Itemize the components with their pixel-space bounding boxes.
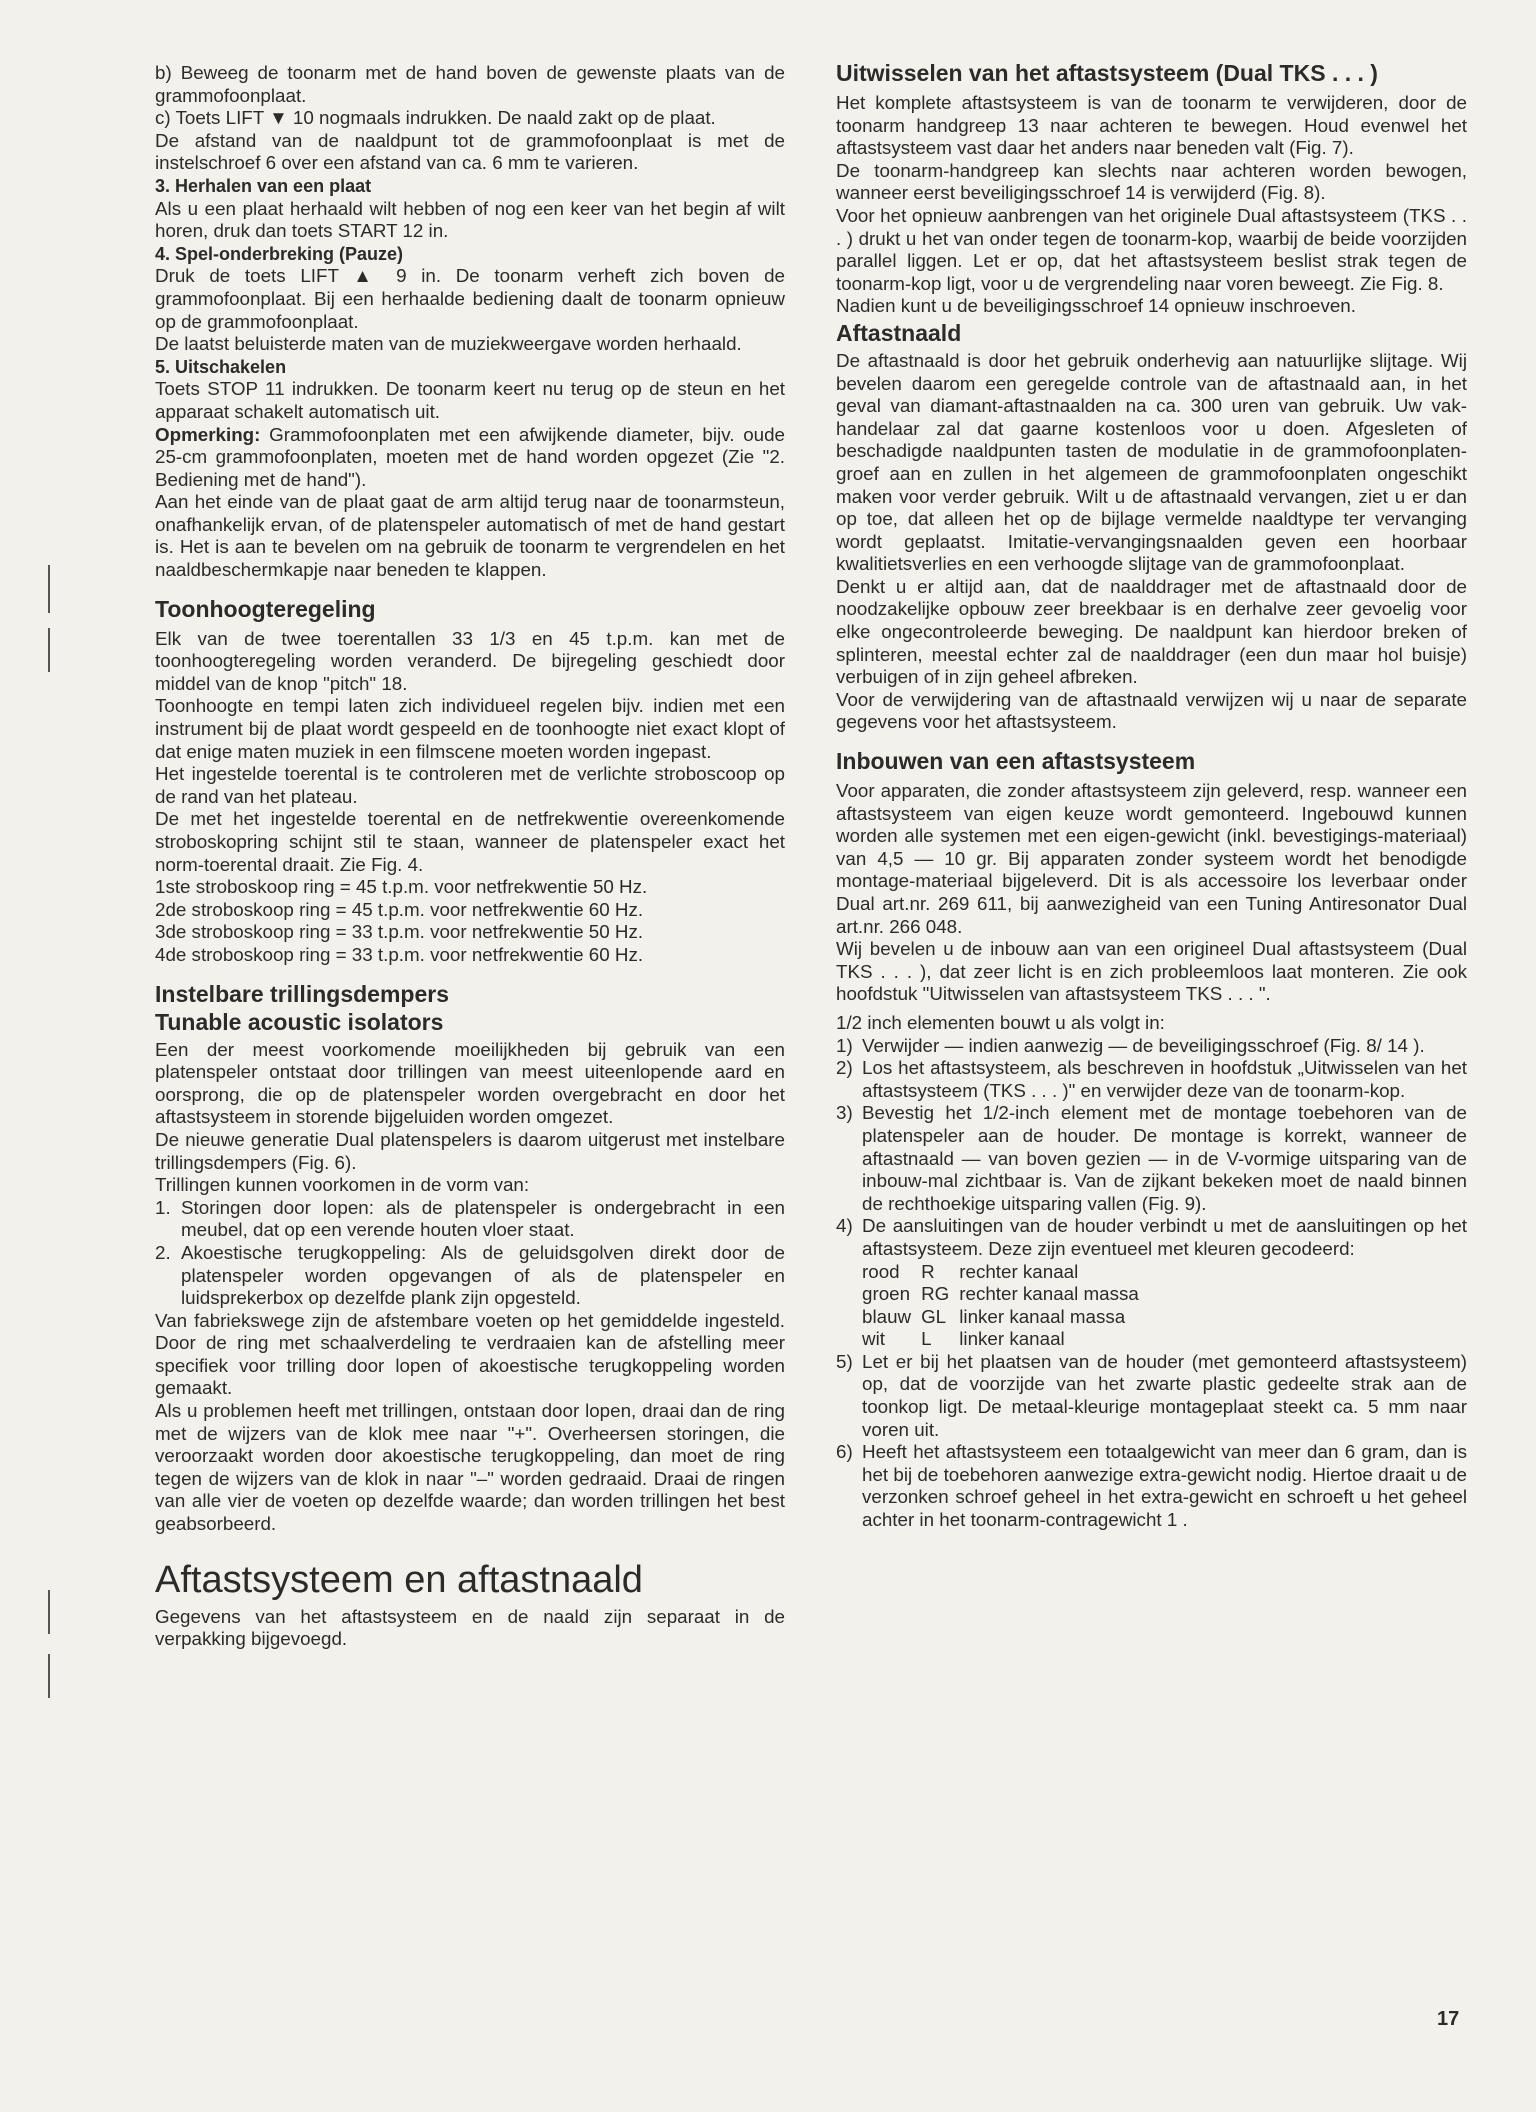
paragraph: Voor de verwijdering van de aftastnaald verwijzen wij u naar de separate gegevens voor het aftastsysteem.	[836, 688, 1467, 733]
list-item	[155, 1242, 785, 1310]
paragraph: Denkt u er altijd aan, dat de naalddrager met de aftastnaald door de noodzakelijke opbouw zeer breekbaar is en derhalve zeer gevoelig voor elke ongecontroleerde beweging. De naaldpunt kan hierdoor breken of splinteren, meestal echter zal de naalddrager (een dun maar hol buisje) verbuigen of in zijn geheel afbreken.	[836, 575, 1467, 688]
step-item	[836, 1351, 1467, 1441]
paragraph: Nadien kunt u de beveiligingsschroef 14 opnieuw inschroeven.	[836, 295, 1356, 317]
subheading: 3. Herhalen van een plaat	[155, 175, 372, 196]
heading-toonhoogteregeling: Toonhoogteregeling	[155, 595, 376, 622]
step-text: Verwijder — indien aanwezig — de beveiligingsschroef (Fig. 8/ 14 ).	[862, 1034, 1425, 1056]
note-text: Grammofoonplaten met een afwijkende diameter, bijv. oude 25-cm grammofoonplaten, moeten met de hand worden opgezet (Zie "2. Bediening met de hand").	[155, 423, 785, 490]
paragraph: Een der meest voorkomende moeilijkheden bij gebruik van een platenspeler ontstaat door trillingen van meest uiteenlopende aard en oorsprong, die op de platenspeler worden overgebracht en door het aftastsysteem in storende bijgeluiden worden omgezet.	[155, 1038, 785, 1128]
list-item	[155, 1197, 785, 1242]
step-item	[836, 1215, 1467, 1260]
step-item	[836, 1102, 1467, 1215]
list-text: Storingen door lopen: als de platenspeler is ondergebracht in een meubel, dat op een verende houten vloer staat.	[181, 1196, 785, 1241]
step-number: 3)	[836, 1102, 853, 1124]
strobe-line: 1ste stroboskoop ring = 45 t.p.m. voor netfrekwentie 50 Hz.	[155, 876, 648, 898]
heading-aftastnaald: Aftastnaald	[836, 319, 962, 346]
table-cell: R	[921, 1260, 935, 1282]
paragraph: c) Toets LIFT ▼ 10 nogmaals indrukken. De naald zakt op de plaat.	[155, 107, 716, 129]
step-number: 2)	[836, 1057, 853, 1079]
paragraph: De toonarm-handgreep kan slechts naar achteren worden bewogen, wanneer eerst beveiligingsschroef 14 is verwijderd (Fig. 8).	[836, 159, 1467, 204]
table-row	[862, 1328, 1149, 1351]
step-number: 4)	[836, 1215, 853, 1237]
strobe-line: 2de stroboskoop ring = 45 t.p.m. voor netfrekwentie 60 Hz.	[155, 898, 644, 920]
paragraph: Voor het opnieuw aanbrengen van het originele Dual aftastsysteem (TKS . . . ) drukt u het van onder tegen de toonarm-kop, waarbij de beide voorzijden parallel liggen. Let er op, dat het aftastsysteem beslist strak tegen de toonarm-kop ligt, voor u de vergrendeling naar voren beweegt. Zie Fig. 8.	[836, 204, 1467, 294]
table-row	[862, 1261, 1149, 1284]
paragraph: Wij bevelen u de inbouw aan van een origineel Dual aftastsysteem (Dual TKS . . . ), dat zeer licht is en zich probleemloos laat monteren. Zie ook hoofdstuk "Uitwisselen van aftastsysteem TKS . . . ".	[836, 938, 1467, 1005]
step-number: 1)	[836, 1034, 853, 1056]
step-number: 6)	[836, 1441, 853, 1463]
table-cell: groen	[862, 1283, 911, 1305]
paragraph: Druk de toets LIFT ▲ 9 in. De toonarm verheft zich boven de grammofoonplaat. Bij een herhaalde bediening daalt de toonarm opnieuw op de grammofoonplaat.	[155, 265, 785, 332]
paragraph: Elk van de twee toerentallen 33 1/3 en 45 t.p.m. kan met de toonhoogteregeling worden veranderd. De bijregeling geschiedt door middel van de knop "pitch" 18.	[155, 627, 785, 694]
table-row	[862, 1283, 1149, 1306]
color-code-table	[862, 1261, 1149, 1351]
right-column	[836, 62, 1467, 1532]
table-row	[862, 1306, 1149, 1329]
table-cell: wit	[862, 1328, 885, 1350]
paragraph: 1/2 inch elementen bouwt u als volgt in:	[836, 1011, 1165, 1033]
step-item	[836, 1057, 1467, 1102]
paragraph: De aftastnaald is door het gebruik onderhevig aan natuurlijke slijtage. Wij bevelen daarom een geregelde controle van de aftastnaald aan, in het geval van diamant-aftastnaalden na ca. 300 uren van gebruik. Uw vak-handelaar zal dat gaarne kostenloos voor u doen. Afgesleten of beschadigde naaldpunten tasten de modulatie in de grammofoonplaten-groef aan en zullen in het algemeen de grammofoonplaten ongeschikt maken voor verder gebruik. Wilt u de aftastnaald vervangen, ziet u er dan op toe, dat alleen het op de bijlage vermelde naaldtype ter vervanging wordt geplaatst. Imitatie-vervangingsnaalden geven een hoorbaar kwalitietsverlies en een verhoogde slijtage van de grammofoonplaat.	[836, 349, 1467, 575]
note-paragraph	[155, 424, 785, 492]
table-cell: rechter kanaal	[959, 1260, 1079, 1282]
left-column	[155, 62, 785, 1651]
heading-inbouwen: Inbouwen van een aftastsysteem	[836, 748, 1196, 775]
paragraph: Van fabriekswege zijn de afstembare voeten op het gemiddelde ingesteld. Door de ring met schaalverdeling te verdraaien kan de afstelling meer specifiek voor trilling door lopen of akoestische terugkoppeling worden gemaakt.	[155, 1309, 785, 1399]
paragraph: De met het ingestelde toerental en de netfrekwentie overeenkomende stroboskopring schijnt stil te staan, wanneer de platenspeler exact het norm-toerental draait. Zie Fig. 4.	[155, 808, 785, 875]
step-number: 5)	[836, 1350, 853, 1372]
paragraph: Voor apparaten, die zonder aftastsysteem zijn geleverd, resp. wanneer een aftastsysteem van eigen keuze wordt gemonteerd. Ingebouwd kunnen worden alle systemen met een eigen-gewicht (inkl. bevestigings-materiaal) van 4,5 — 10 gr. Bij apparaten zonder systeem wordt het benodigde montage-materiaal bijgeleverd. Dit is als accessoire los leverbaar onder Dual art.nr. 269 611, bij aanwezigheid van een Tuning Antiresonator Dual art.nr. 266 048.	[836, 780, 1467, 937]
change-bar	[48, 565, 50, 613]
paragraph: Trillingen kunnen voorkomen in de vorm van:	[155, 1174, 530, 1196]
paragraph: Aan het einde van de plaat gaat de arm altijd terug naar de toonarmsteun, onafhankelijk ervan, of de platenspeler automatisch of met de hand gestart is. Het is aan te bevelen om na gebruik de toonarm te vergrendelen en het naaldbeschermkapje naar beneden te klappen.	[155, 491, 785, 581]
paragraph: Toets STOP 11 indrukken. De toonarm keert nu terug op de steun en het apparaat schakelt automatisch uit.	[155, 378, 785, 422]
table-cell: linker kanaal	[959, 1328, 1065, 1350]
change-bar	[48, 628, 50, 672]
change-bar	[48, 1654, 50, 1698]
page-number: 17	[1437, 2008, 1460, 2030]
strobe-line: 3de stroboskoop ring = 33 t.p.m. voor netfrekwentie 50 Hz.	[155, 921, 644, 943]
paragraph: Het komplete aftastsysteem is van de toonarm te verwijderen, door de toonarm handgreep 13 naar achteren te bewegen. Houd evenwel het aftastsysteem vast daar het anders naar beneden valt (Fig. 7).	[836, 92, 1467, 159]
table-cell: linker kanaal massa	[959, 1305, 1126, 1327]
paragraph: b) Beweeg de toonarm met de hand boven de gewenste plaats van de grammofoonplaat.	[155, 62, 785, 106]
paragraph: Als u problemen heeft met trillingen, ontstaan door lopen, draai dan de ring met de wijzers van de klok mee naar "+". Overheersen storingen, die veroorzaakt worden door akoestische terugkoppeling, dan moet de ring tegen de wijzers van de klok in naar "–" worden gedraaid. Draai de ringen van alle vier de voeten op dezelfde waarde; dan worden trillingen het best geabsorbeerd.	[155, 1400, 785, 1535]
paragraph: Als u een plaat herhaald wilt hebben of nog een keer van het begin af wilt horen, druk dan toets START 12 in.	[155, 197, 785, 242]
table-cell: GL	[921, 1305, 947, 1327]
table-cell: rood	[862, 1260, 900, 1282]
strobe-line: 4de stroboskoop ring = 33 t.p.m. voor netfrekwentie 60 Hz.	[155, 943, 644, 965]
paragraph: De nieuwe generatie Dual platenspelers is daarom uitgerust met instelbare trillingsdempers (Fig. 6).	[155, 1128, 785, 1173]
step-text: De aansluitingen van de houder verbindt u met de aansluitingen op het aftastsysteem. Deze zijn eventueel met kleuren gecodeerd:	[862, 1215, 1467, 1259]
table-cell: L	[921, 1328, 932, 1350]
heading-aftastsysteem: Aftastsysteem en aftastnaald	[155, 1558, 643, 1601]
step-item	[836, 1441, 1467, 1531]
subheading: 5. Uitschakelen	[155, 356, 287, 377]
subheading: 4. Spel-onderbreking (Pauze)	[155, 243, 404, 264]
step-text: Let er bij het plaatsen van de houder (met gemonteerd aftastsysteem) op, dat de voorzijde van het zwarte plastic gedeelte strak aan de toonkop ligt. De metaal-kleurige montageplaat steekt ca. 5 mm naar voren uit.	[862, 1350, 1467, 1440]
list-number: 2.	[155, 1241, 171, 1263]
paragraph: De afstand van de naaldpunt tot de grammofoonplaat is met de instelschroef 6 over een afstand van ca. 6 mm te varieren.	[155, 129, 785, 174]
list-text: Akoestische terugkoppeling: Als de geluidsgolven direkt door de platenspeler worden opgevangen of als de platenspeler en luidsprekerbox op dezelfde plank zijn opgesteld.	[181, 1241, 785, 1309]
heading-trillingsdempers: Instelbare trillingsdempers	[155, 980, 449, 1007]
heading-uitwisselen: Uitwisselen van het aftastsysteem (Dual TKS . . . )	[836, 60, 1378, 86]
step-text: Los het aftastsysteem, als beschreven in hoofdstuk „Uitwisselen van het aftastsysteem (TKS . . . )" en verwijder deze van de toonarm-kop.	[862, 1057, 1467, 1101]
note-label: Opmerking:	[155, 423, 261, 445]
paragraph: Het ingestelde toerental is te controleren met de verlichte stroboscoop op de rand van het plateau.	[155, 763, 785, 807]
step-text: Heeft het aftastsysteem een totaalgewicht van meer dan 6 gram, dan is het bij de toebehoren aanwezige extra-gewicht nodig. Hiertoe draait u de verzonken schroef geheel in het extra-gewicht en schroeft u het geheel achter in het toonarm-contragewicht 1 .	[862, 1441, 1467, 1531]
heading-acoustic-isolators: Tunable acoustic isolators	[155, 1008, 444, 1035]
list-number: 1.	[155, 1196, 171, 1218]
table-cell: rechter kanaal massa	[959, 1283, 1139, 1305]
change-bar	[48, 1590, 50, 1634]
table-cell: blauw	[862, 1305, 912, 1327]
paragraph: De laatst beluisterde maten van de muziekweergave worden herhaald.	[155, 333, 742, 355]
step-item	[836, 1035, 1467, 1058]
paragraph: Gegevens van het aftastsysteem en de naald zijn separaat in de verpakking bijgevoegd.	[155, 1605, 785, 1650]
step-text: Bevestig het 1/2-inch element met de montage toebehoren van de platenspeler aan de houder. De montage is korrekt, wanneer de aftastnaald — van boven gezien — in de V-vormige uitsparing van de inbouw-mal zichtbaar is. Van de zijkant bekeken moet de naald binnen de rechthoekige uitsparing vallen (Fig. 9).	[862, 1102, 1467, 1214]
paragraph: Toonhoogte en tempi laten zich individueel regelen bijv. indien met een instrument bij de plaat wordt gespeeld en de toonhoogte niet exact klopt of dat enige maten muziek in een filmscene moeten worden ingepast.	[155, 695, 785, 762]
table-cell: RG	[921, 1283, 950, 1305]
